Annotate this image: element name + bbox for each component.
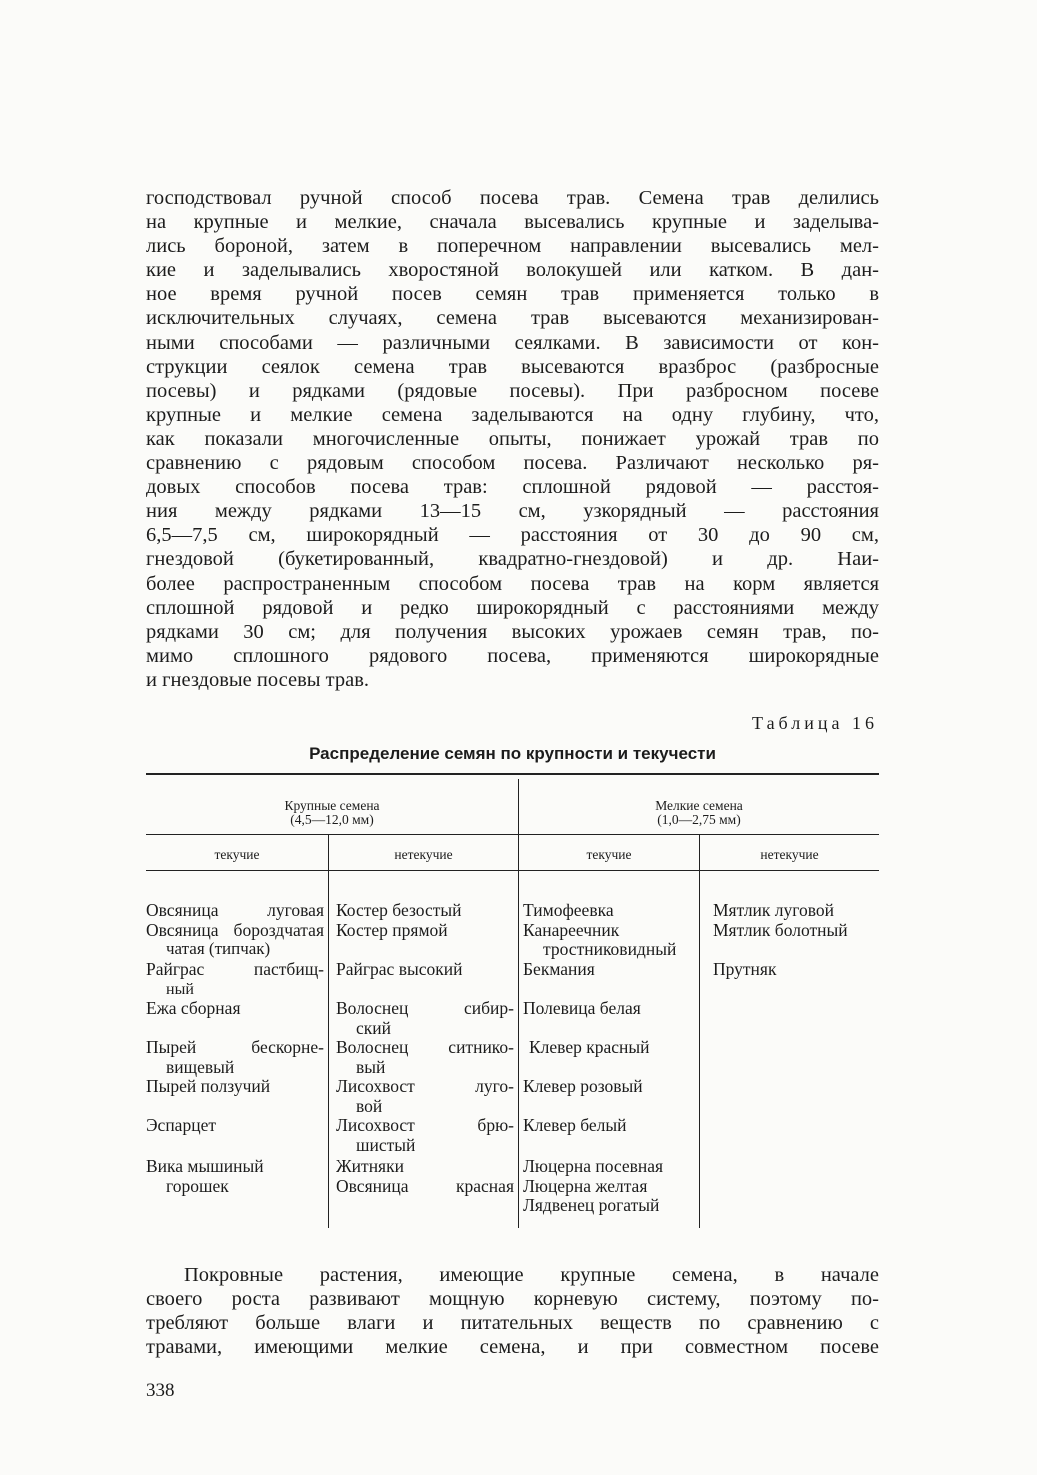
text-line: кие и заделывались хворостяной волокушей или катком. В дан- bbox=[146, 259, 879, 282]
text-line: мимо сплошного рядового посева, применяются широкорядные bbox=[146, 644, 879, 667]
col-header-large-nonflowing: нетекучие bbox=[394, 847, 453, 862]
table-cell: Райграс высокий bbox=[336, 959, 463, 979]
table-cell: чатая (типчак) bbox=[166, 939, 271, 958]
header-small-size: (1,0—2,75 мм) bbox=[657, 812, 741, 827]
text-line: струкции сеялок семена трав высеваются вразброс (разбросные bbox=[146, 355, 879, 378]
header-large-seeds bbox=[146, 799, 518, 827]
table-cell: Полевица белая bbox=[523, 998, 641, 1018]
table-cell: Клевер белый bbox=[523, 1115, 627, 1135]
table-title: Распределение семян по крупности и текучести bbox=[309, 744, 716, 763]
table-cell: Клевер розовый bbox=[523, 1076, 643, 1096]
text-line: исключительных случаях, семена трав высеваются механизирован- bbox=[146, 307, 879, 330]
col-header-small-flowing: текучие bbox=[586, 847, 632, 862]
page-number: 338 bbox=[146, 1380, 175, 1401]
header-small-label: Мелкие семена bbox=[655, 798, 743, 813]
table-cell: Прутняк bbox=[713, 959, 777, 979]
header-small-seeds bbox=[519, 799, 879, 827]
text-line: сплошной рядовой и редко широкорядный с расстояниями между bbox=[146, 596, 879, 619]
text-line: Покровные растения, имеющие крупные семена, в начале bbox=[184, 1264, 879, 1286]
table-cell: Пырей ползучий bbox=[146, 1076, 271, 1096]
table-divider-left bbox=[328, 835, 329, 1228]
seed-table bbox=[146, 773, 879, 1228]
text-line: рядками 30 см; для получения высоких урожаев семян трав, по- bbox=[146, 620, 879, 643]
text-line: 6,5—7,5 см, широкорядный — расстояния от 30 до 90 см, bbox=[146, 524, 879, 547]
text-line: крупные и мелкие семена заделываются на одну глубину, что, bbox=[146, 403, 879, 426]
text-line: довых способов посева трав: сплошной рядовой — расстоя- bbox=[146, 476, 879, 499]
table-cell: Эспарцет bbox=[146, 1115, 216, 1135]
text-line: своего роста развивают мощную корневую систему, поэтому по- bbox=[146, 1288, 879, 1311]
table-cell: Вика мышиный горошек bbox=[146, 1156, 264, 1196]
table-cell: Лисохвост брю- шистый bbox=[336, 1115, 514, 1155]
table-cell: Костер безостый Костер прямой bbox=[336, 900, 462, 940]
table-cell: Пырей бескорне- вищевый bbox=[146, 1037, 324, 1077]
table-cell: Волоснец ситнико- вый bbox=[336, 1037, 514, 1077]
text-line: ния между рядками 13—15 см, узкорядный — расстояния bbox=[146, 500, 879, 523]
table-cell: Лисохвост луго- вой bbox=[336, 1076, 514, 1116]
table-divider-right bbox=[699, 835, 700, 1228]
table-cell: Житняки Овсяница красная bbox=[336, 1156, 514, 1196]
table-cell: Мятлик луговой Мятлик болотный bbox=[713, 900, 848, 940]
table-group-rule bbox=[146, 834, 879, 835]
table-cell: Клевер красный bbox=[529, 1037, 650, 1057]
table-cell: Овсяница луговая Овсяница бороздчатая bbox=[146, 900, 324, 940]
text-line: ными способами — различными сеялками. В зависимости от кон- bbox=[146, 331, 879, 354]
text-line: и гнездовые посевы трав. bbox=[146, 668, 370, 691]
body-paragraph-1 bbox=[146, 186, 879, 692]
table-header-rule bbox=[146, 870, 879, 871]
text-line: травами, имеющими мелкие семена, и при совместном посеве bbox=[146, 1336, 879, 1359]
text-line: как показали многочисленные опыты, понижает урожай трав по bbox=[146, 427, 879, 450]
table-cell: Тимофеевка Канареечник тростниковидный bbox=[523, 900, 677, 959]
text-line: лись бороной, затем в поперечном направлении высевались мел- bbox=[146, 235, 879, 258]
header-large-size: (4,5—12,0 мм) bbox=[290, 812, 374, 827]
text-line: более распространенным способом посева трав на корм является bbox=[146, 572, 879, 595]
table-number: Таблица 16 bbox=[752, 713, 878, 733]
text-line: сравнению с рядовым способом посева. Различают несколько ря- bbox=[146, 452, 879, 475]
table-cell: Волоснец сибир- ский bbox=[336, 998, 514, 1038]
body-paragraph-2 bbox=[146, 1263, 879, 1359]
table-cell: Люцерна посевная Люцерна желтая Лядвенец рогатый bbox=[523, 1156, 664, 1215]
table-divider-main bbox=[518, 779, 519, 1228]
table-cell: Райграс пастбищ- ный bbox=[146, 959, 324, 998]
table-top-rule bbox=[146, 773, 879, 775]
text-line: на крупные и мелкие, сначала высевались крупные и заделыва- bbox=[146, 211, 879, 234]
col-header-large-flowing: текучие bbox=[214, 847, 260, 862]
table-cell: Бекмания bbox=[523, 959, 595, 979]
text-line: гнездовой (букетированный, квадратно-гнездовой) и др. Наи- bbox=[146, 548, 879, 571]
table-cell: Ежа сборная bbox=[146, 998, 241, 1018]
header-large-label: Крупные семена bbox=[284, 798, 380, 813]
text-line: посевы) и рядками (рядовые посевы). При разбросном посеве bbox=[146, 379, 879, 402]
text-line: господствовал ручной способ посева трав. Семена трав делились bbox=[146, 187, 879, 209]
text-line: ное время ручной посев семян трав применяется только в bbox=[146, 283, 879, 306]
text-line: требляют больше влаги и питательных веществ по сравнению с bbox=[146, 1312, 879, 1335]
col-header-small-nonflowing: нетекучие bbox=[760, 847, 819, 862]
